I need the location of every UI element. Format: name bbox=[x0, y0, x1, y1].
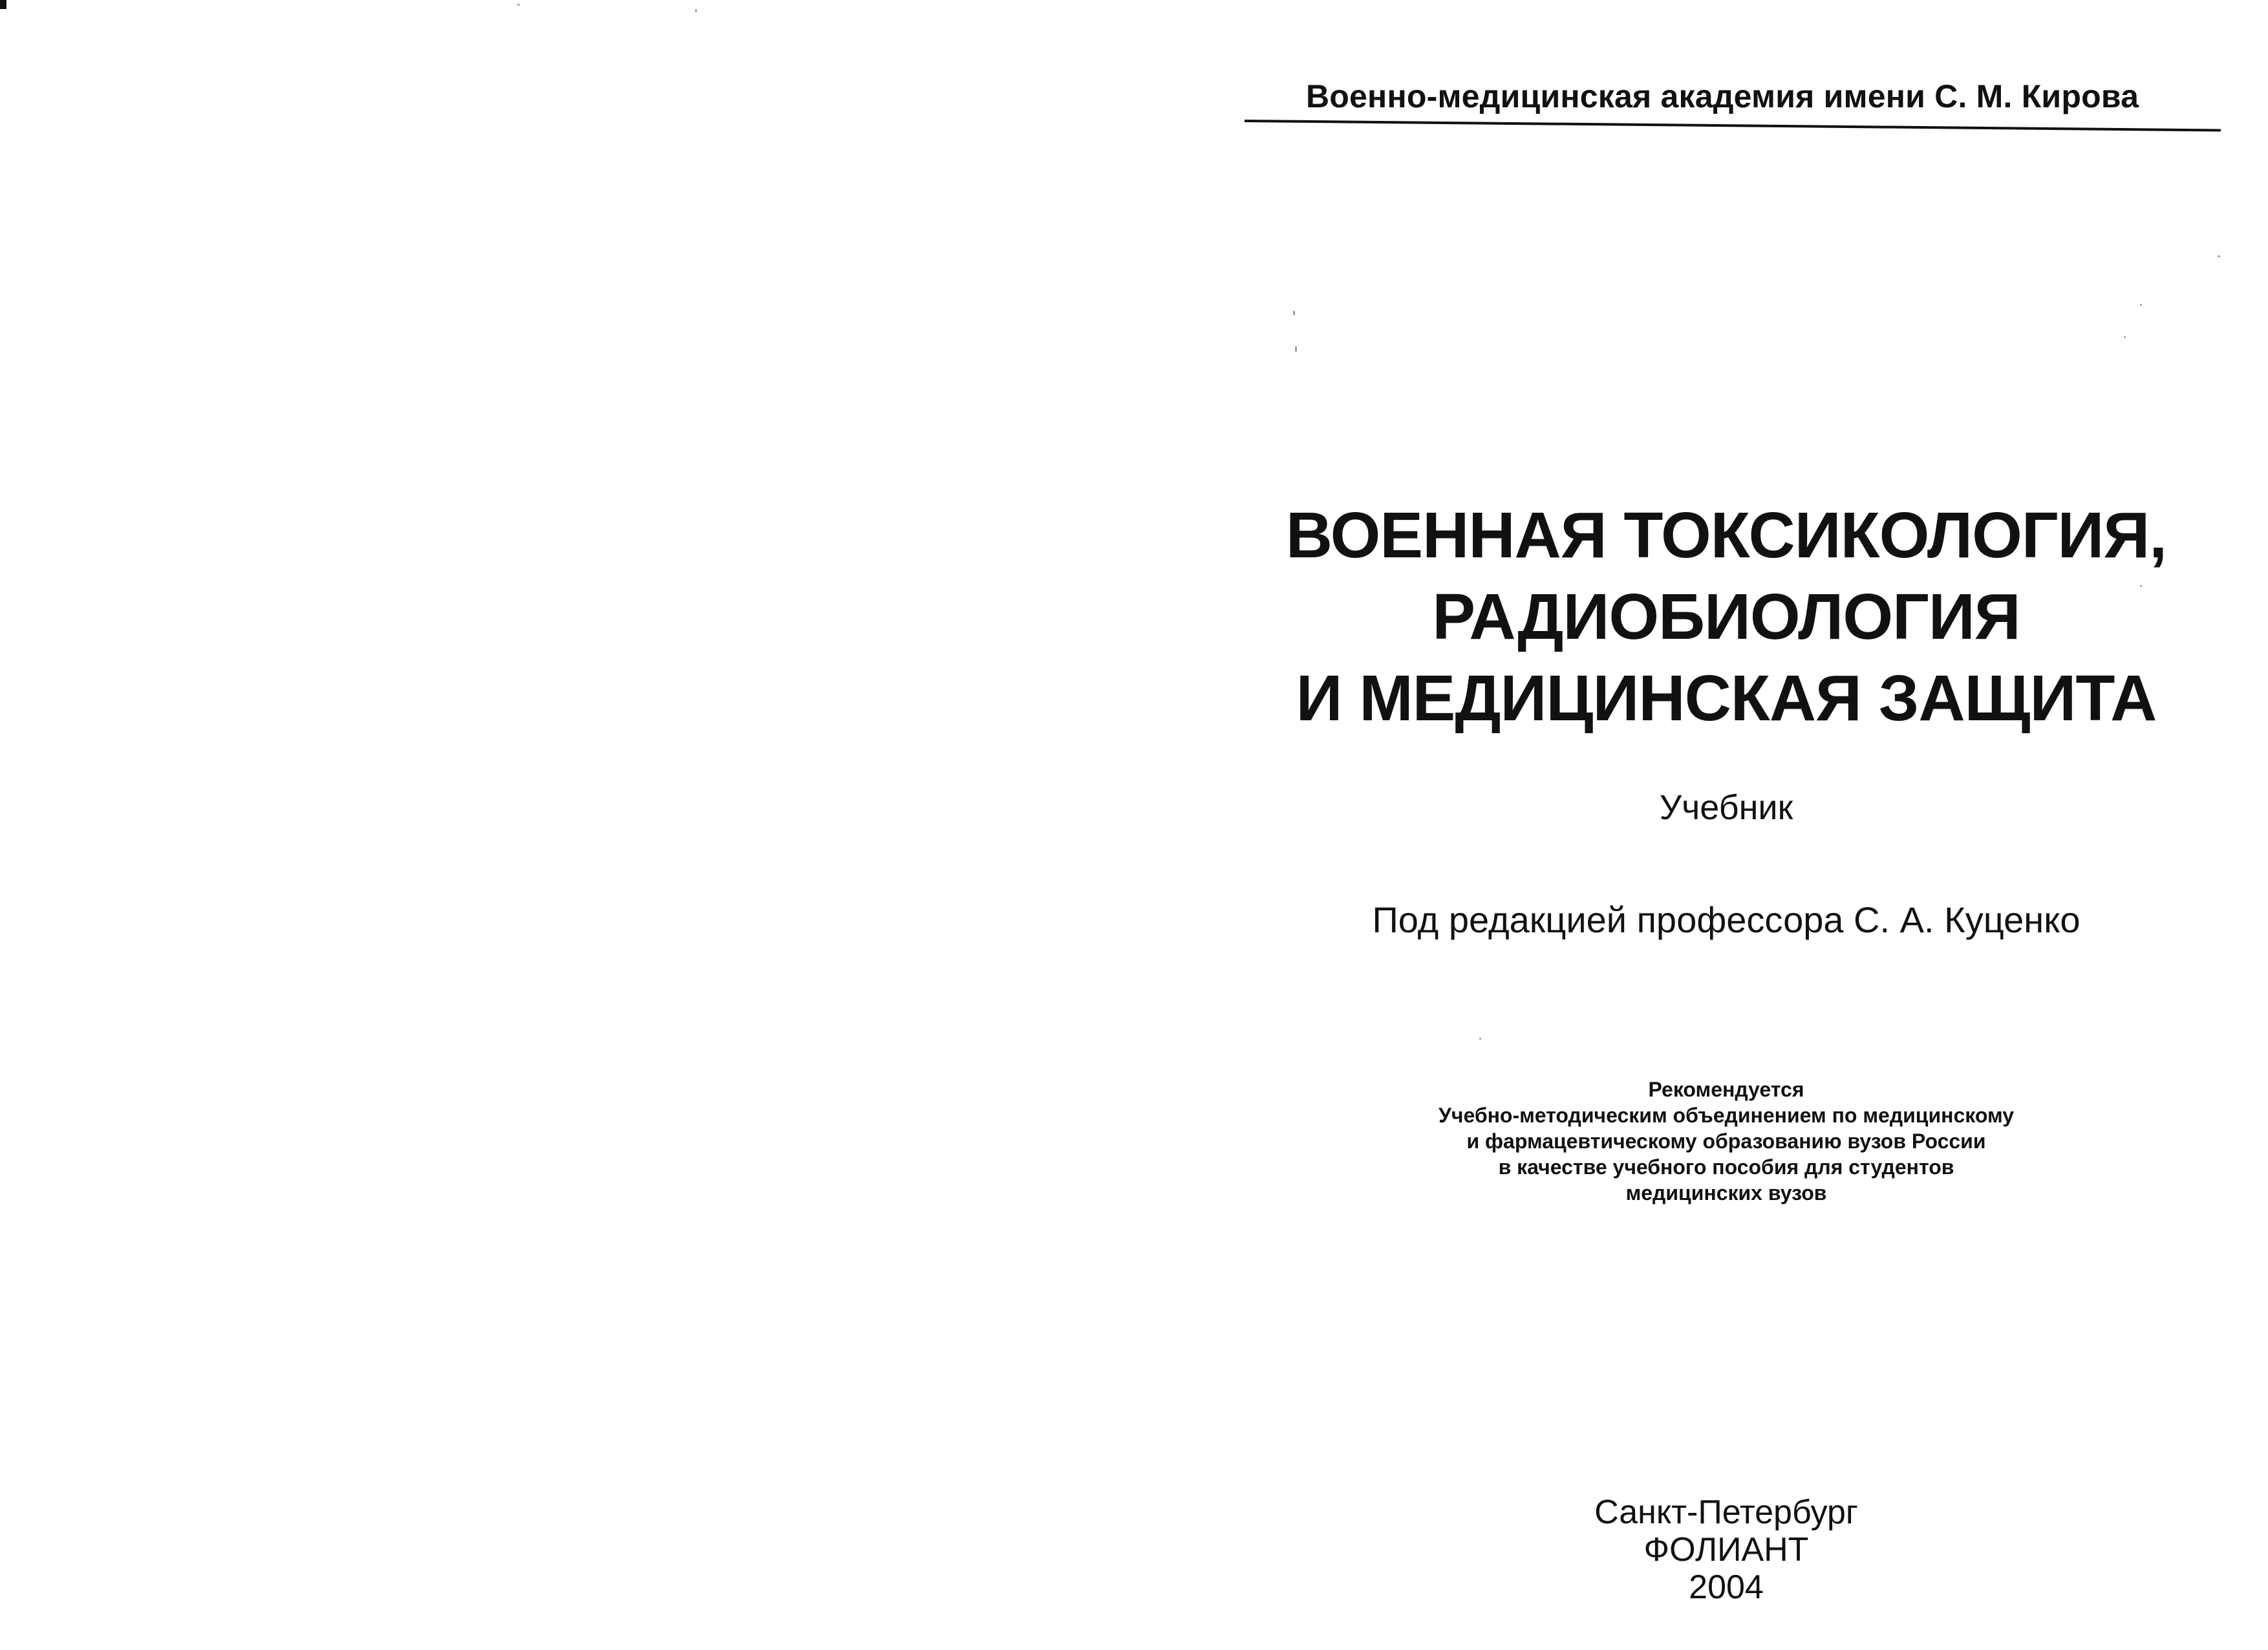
imprint-city: Санкт-Петербург bbox=[1594, 1494, 1858, 1531]
recommendation-line: Рекомендуется bbox=[1648, 1078, 1804, 1101]
scan-corner-mark bbox=[0, 0, 6, 9]
institution-header: Военно-медицинская академия имени С. М. Кирова bbox=[1306, 78, 2139, 114]
scan-speck bbox=[1295, 346, 1297, 352]
book-title bbox=[1267, 495, 2185, 739]
title-page bbox=[1228, 0, 2268, 1650]
imprint-block bbox=[1267, 1494, 2185, 1606]
scan-speck bbox=[517, 4, 520, 6]
recommendation-line: в качестве учебного пособия для студентов bbox=[1498, 1155, 1954, 1179]
recommendation-line: медицинских вузов bbox=[1625, 1181, 1827, 1205]
recommendation-line: Учебно-методическим объединением по медицинскому bbox=[1438, 1104, 2015, 1127]
recommendation-block bbox=[1267, 1077, 2185, 1206]
imprint-year: 2004 bbox=[1689, 1569, 1764, 1606]
scan-speck bbox=[1479, 1038, 1481, 1040]
scan-speck bbox=[1293, 310, 1295, 316]
header-rule bbox=[1245, 120, 2221, 131]
recommendation-line: и фармацевтическому образованию вузов России bbox=[1466, 1130, 1986, 1153]
scan-speck bbox=[695, 9, 697, 12]
title-line: РАДИОБИОЛОГИЯ bbox=[1432, 581, 2020, 653]
title-line: И МЕДИЦИНСКАЯ ЗАЩИТА bbox=[1296, 662, 2157, 734]
scan-speck bbox=[2218, 255, 2220, 257]
editor-line: Под редакцией профессора С. А. Куценко bbox=[1372, 899, 2081, 940]
title-line: ВОЕННАЯ ТОКСИКОЛОГИЯ, bbox=[1285, 499, 2167, 572]
scan-speck bbox=[2140, 304, 2142, 306]
imprint-publisher: ФОЛИАНТ bbox=[1643, 1531, 1809, 1569]
scan-speck bbox=[2124, 336, 2126, 338]
book-type: Учебник bbox=[1659, 788, 1793, 827]
